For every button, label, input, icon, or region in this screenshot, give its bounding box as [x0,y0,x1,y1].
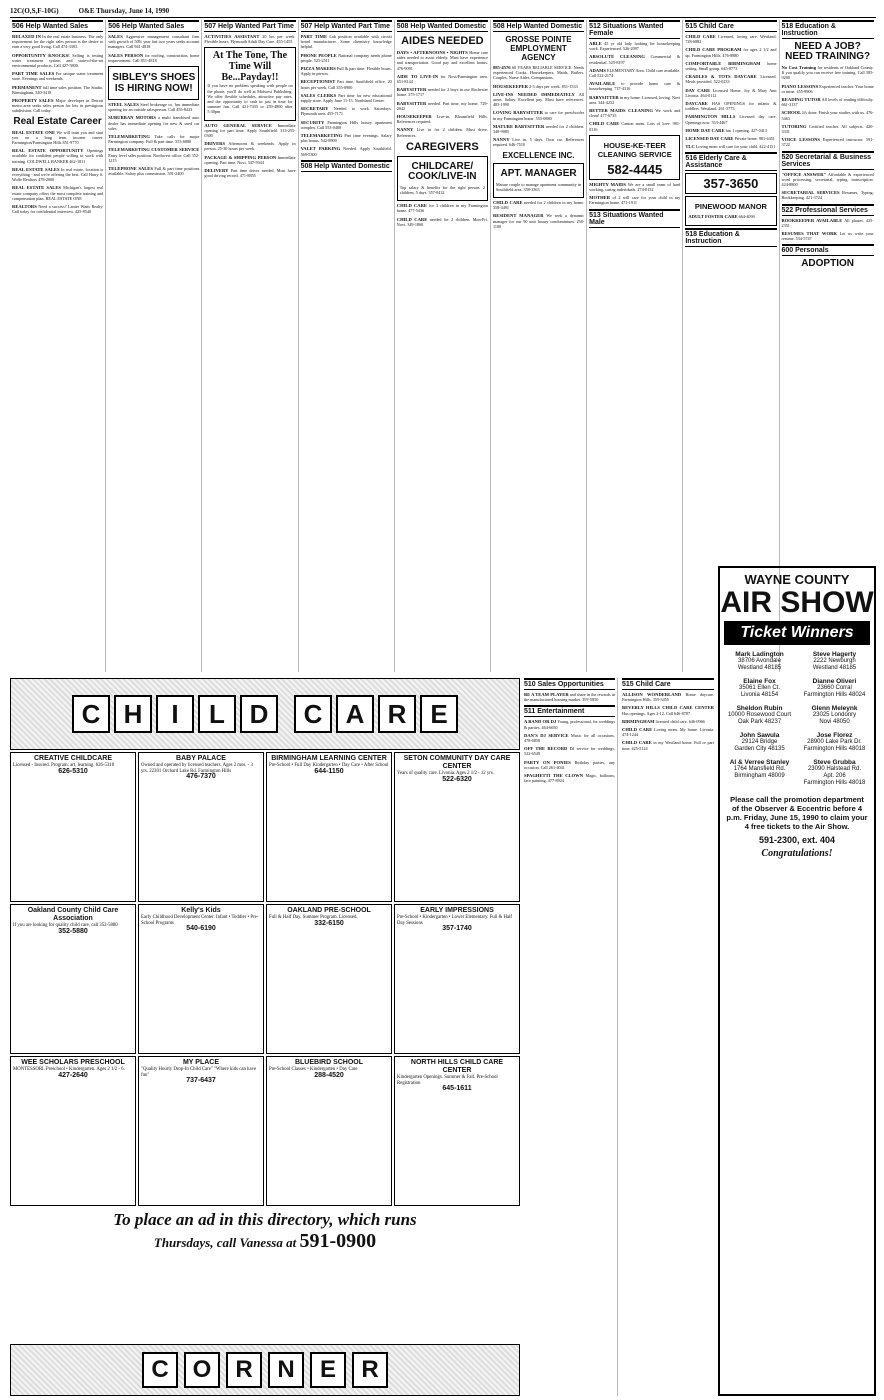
banner-letter: C [72,695,110,733]
classified-ad: HOUSEKEEPER Live-in, Bloomfield Hills. References required. [396,114,488,125]
ad-phone: 626-5310 [58,767,88,775]
newspaper-page [10,4,876,1396]
classified-ad: DAYS • AFTERNOONS • NIGHTS Home care aides needed to assist elderly. Must have experience and transportation. Good pay and excellent bonus. 476-9091 [396,50,488,71]
directory-ad [394,1056,520,1206]
classified-ad: REAL ESTATE SALES Michigan's largest real estate company offers the most complete training and compensation plan. REAL ESTATE ONE [12,185,104,201]
air-show-county: WAYNE COUNTY [744,572,850,587]
ad-body: Pre-School Classes • Kindergarten • Day Care [269,1067,358,1072]
classified-ad: CHILD CARE Loving mom. My home. Livonia. 474-1244 [622,727,714,738]
classified-ad: PERMANENT full time sales position. The Studio, Birmingham, 540-3418 [12,84,104,95]
ad-body: MONTESSORI. Preschool • Kindergarten. Ages 2 1/2 - 6. [13,1067,125,1072]
directory-ad [266,904,392,1054]
child-care-banner [10,678,520,750]
ad-body: Top salary & benefits for the right person. 2 children, 5 days. 357-0432 [399,184,485,196]
winner-entry: Dianne Oliveri 23660 Corral Farmington Hills 48024 [803,678,866,698]
promotion-instructions: Please call the promotion department of the Observer & Eccentric before 4 p.m. Friday, June 15, 1990 to claim your 4 free tickets to the Air Show. [726,795,868,831]
section-header: 510 Sales Opportunities [524,678,615,690]
ad-body: Pre-School • Full Day Kindergarten • Day Care • After School [269,763,389,768]
ad-headline: CAREGIVERS [405,140,479,153]
classified-ad: CHILD CARE PROGRAM for ages 2 1/2 and up. Farmington Hills. 476-8880 [685,47,777,58]
footer-phone: 591-0900 [299,1230,377,1252]
classified-ad: HOUSEKEEPER 2-3 days per week. 851-1533 [492,83,578,89]
classified-ad: MATURE BABYSITTER needed for 2 children. 348-9085 [492,123,585,135]
ad-phone: 540-6190 [186,925,216,933]
publication-date: O&E Thursday, June 14, 1990 [78,6,170,15]
classified-ad: NANNY Live in, 5 days. Own car. References required. 646-7510 [492,137,585,148]
classified-ad: CHILD CARE for 3 children in my Farmington home. 477-5436 [396,203,488,214]
classified-ad: DELIVERY Part time driver needed. Must have good driving record. 471-8855 [204,168,296,179]
banner-letter: E [420,695,458,733]
ad-title: MY PLACE [182,1059,220,1066]
directory-ad [10,904,136,1054]
classified-ad: BIRMINGHAM licensed child care. 646-0966 [622,718,705,724]
classified-ad: RESIDENT MANAGER We seek a dynamic manager for our 90 unit luxury condominium. 258-1100 [492,213,585,229]
winner-entry: Glenn Meleynk 23025 Londonry Novi 48050 [811,705,858,725]
classified-ad: OFF THE RECORD DJ service for weddings. 522-6549 [524,746,615,757]
display-ad [589,135,680,180]
directory-ad [138,904,264,1054]
display-ad [685,196,776,225]
ad-headline: PINEWOOD MANOR [694,202,767,212]
classified-ad: STEEL SALES Steel brokerage co. has immediate opening for an outside salesperson. Call 455-8423 [108,102,200,113]
classified-ad: AVAILABLE to provide home care & housekeeping. 737-4316 [589,81,681,92]
classified-ad: DAN'S DJ SERVICE Music for all occasions. 478-6858 [524,732,615,744]
classified-ad: PHONE PEOPLE National company needs phone people. 525-2511 [300,52,392,63]
classified-ad: PARTY ON PONIES Birthday parties, any occasion. Call 261-4041 [524,759,615,770]
air-show-title: AIR SHOW [720,586,874,619]
classified-ad: NANNY Live in for 2 children. Must drive. References. [396,127,488,138]
column-5 [395,20,491,672]
classified-ad: PIZZA MAKERS Full & part time. Flexible hours. Apply in person. [300,66,392,77]
section-header: 600 Personals [782,244,874,256]
classified-ad: AIDE TO LIVE-IN for Novi/Farmington area. 651-8144 [396,73,488,85]
section-header: 512 Situations Wanted Female [589,20,680,39]
winner-entry: Jose Florez 28900 Lake Park Dr. Farmington Hills 48018 [803,732,866,752]
classified-ad: TLC Loving mom will care for your child. 422-4151 [685,144,776,150]
classified-ad: BABYSITTER needed for 2 boys in our Rochester home. 375-1717 [396,87,488,98]
ad-phone: 357-1740 [442,925,472,933]
column-4 [299,20,395,672]
child-care-corner [10,678,520,1396]
ad-phone: 357-3650 [703,176,759,192]
directory-ad [266,752,392,902]
section-header: 515 Child Care [685,20,776,32]
classified-ad: SCHOOL It's done. Finish your studies with us. 476-5463 [781,110,874,121]
promotion-phone: 591-2300, ext. 404 [758,835,836,845]
child-care-ads-grid [10,752,520,1206]
classified-ad: BOOKKEEPER AVAILABLE All phases. 425-2351 [781,217,874,228]
section-header: 520 Secretarial & Business Services [782,151,874,170]
footer-text: Thursdays, call Vanessa at [153,1235,297,1250]
ad-headline: NEED A JOB? NEED TRAINING? [785,41,871,62]
classified-ad: SECURITY Farmington Hills luxury apartment complex. Call 553-0400 [300,119,392,130]
section-header: 507 Help Wanted Part Time [204,20,295,32]
ad-phone: 332-6150 [314,919,344,927]
section-header: 506 Help Wanted Sales [12,20,103,32]
classified-ad: SUBURBAN MOTORS a multi franchised auto dealer has immediate opening for new & used car sales. [108,115,200,131]
classified-ad: CHILD CARE in my Westland home. Full or part time. 425-5124 [622,740,714,751]
ad-body: Early Childhood Development Center. Infant • Toddler • Pre-School Programs [141,915,259,926]
column-7 [587,20,683,672]
classified-ad: BABYSITTER needed. Part time, my home. 729-2042 [396,100,488,111]
classified-ad: SALES CLERKS Part time for new educational supply store. Apply June 11-15. Northland Center. [300,92,392,104]
classified-ad: FARMINGTON HILLS Licensed day care. Openings now. 553-4467 [685,114,777,125]
display-ad [397,156,488,201]
banner-letter: R [352,1352,388,1388]
display-ad [204,47,295,120]
classified-ad: MOTHER of 2 will care for your child in my Farmington home. 471-1911 [589,195,681,206]
classified-ad: "OFFICE ANSWER" Affordable & experienced word processing, secretarial, typing, transcription. 424-8800 [781,171,874,188]
ad-body: Mature couple to manage apartment community in Southfield area. 358-1363 [495,181,582,192]
winner-entry: Elaine Fox 35061 Ellen Ct. Livonia 48154 [738,678,781,698]
ad-phone: 476-7370 [186,773,216,781]
ad-title: Kelly's Kids [181,907,221,914]
classified-ad: CRADLES & TOTS DAYCARE Licensed. Meals provided. 522-0233 [685,74,777,85]
ticket-winners-banner: Ticket Winners [724,621,870,645]
ad-headline: Real Estate Career [13,115,102,127]
section-header: 515 Child Care [622,678,714,690]
ad-body: Years of quality care. Livonia. Ages 2 1/2 - 12 yrs. [397,771,494,776]
classified-ad: COMFORTABLE BIRMINGHAM home setting. Small group. 645-0773 [685,60,777,72]
classified-ad: 885-4576 60 YEARS RELIABLE SERVICE. Needs experienced Cooks, Housekeepers, Maids, Butlers, Couples, Nurse Aides, Companions. [492,65,585,81]
classified-ad: REAL ESTATE SALES In real estate, location is everything - and we're offering the best. Call Harry S. Wolfe Realtors 478-2000 [12,166,104,183]
classified-ad: REAL ESTATE ONE We will train you and start you on a long term income career. Farmington/Farmington Hills 851-9770 [12,129,104,146]
ad-body: "Quality Hourly Drop-In Child Care" "Where kids can have fun" [141,1067,257,1078]
ad-phone: 352-5880 [58,927,88,935]
banner-letter: A [336,695,374,733]
classified-ad: MIGHTY MAIDS We are a small team of hard working, caring individuals. 274-0152 [589,181,681,193]
classified-ad: BABYSITTER in my home. Licensed, loving. Novi area. 344-4252 [589,94,681,105]
classified-ad: BEVERLY HILLS CHILD CARE CENTER Has openings. Ages 2-12. Call 646-8787 [622,705,714,716]
ad-headline: EXCELLENCE INC. [502,150,575,160]
winner-entry: Sheldon Rubin 10000 Rosewood Court Oak Park 48237 [727,705,792,725]
ad-phone: 288-4520 [314,1071,344,1079]
ad-headline: HOUSE-KE-TEER CLEANING SERVICE [597,140,672,159]
column-1 [10,20,106,672]
lower-column-child-care [620,678,716,1396]
classified-ad: REALTORS Need a success? Lanier Watts Realty. Call today for confidential interview. 425-8540 [12,204,104,215]
corner-banner [10,1344,520,1396]
banner-letter: N [268,1352,304,1388]
classified-ad: BE A TEAM PLAYER and share in the rewards in the manufactured housing market. 397-5850 [524,692,616,703]
classified-ad: CHILD CARE needed for 2 children in my home. 358-4491 [492,200,585,211]
ad-title: BLUEBIRD SCHOOL [294,1059,364,1066]
ad-headline: AIDES NEEDED [401,35,484,47]
directory-ad [10,752,136,902]
ad-title: Oakland County Child Care Association [27,907,119,922]
winner-entry: Al & Verree Stanley 1764 Mansfield Rd. Birmingham 48009 [729,759,790,779]
classified-ad: LOVING BABYSITTER to care for preschooler in my Farmington home. 553-0880 [492,110,585,121]
directory-ad [394,752,520,902]
display-ad [493,163,584,198]
classified-ad: SECRETARY Needed to work Saturdays. Plymouth area. 455-7171 [300,106,392,117]
classified-ad: DRIVERS Afternoons & weekends. Apply in person. 25-30 hours per week. [204,141,296,152]
classified-ad: OPPORTUNITY KNOCKS! Selling is testing water treatment system and state-of-the-art environmental products. Call 427-5800. [12,52,104,69]
classified-ad: SALES PERSON for roofing, construction, home improvement. Call 851-4818 [108,52,200,63]
ad-title: BIRMINGHAM LEARNING CENTER [271,755,387,762]
lower-column-sales-entertainment [522,678,618,1396]
ad-body: If you are looking for quality child care, call 352-5880 [13,923,118,928]
ad-body: ADULT FOSTER CARE 664-4090 [688,214,755,220]
classified-ad: A BAND OR DJ Young, professional, for weddings & parties. 464-6650 [524,719,615,730]
banner-letter: C [294,695,332,733]
display-ad [685,173,776,194]
banner-letter: H [114,695,152,733]
ad-title: CREATIVE CHILDCARE [33,755,113,762]
ad-phone: 427-2640 [58,1071,88,1079]
ad-body: Licensed - Insured. Program: art, learning. 626-5310 [13,763,115,768]
banner-letter: L [198,695,236,733]
section-header: 518 Education & Instruction [685,228,776,247]
section-header: 522 Professional Services [782,204,874,216]
banner-letter: D [240,695,278,733]
classified-ad: SPAGHETTI THE CLOWN Magic, balloons, face painting. 477-8924 [524,773,616,784]
classified-ad: LICENSED DAY CARE Private home. 981-4451 [685,136,775,142]
ad-body: Kindergarten Openings. Summer & Fall. Pre-School Registration [397,1075,498,1086]
ad-headline: SIBLEY'S SHOES IS HIRING NOW! [112,72,196,95]
ad-body: Owned and operated by licensed teachers. Ages 2 mos. - 3 yrs. 22301 Orchard Lake Rd. Farmington Hills [141,763,253,774]
ad-headline: APT. MANAGER [500,167,577,179]
classified-ad: DAY CARE Licensed Home. Joy & Mary Ann Livonia. 464-0112 [685,87,777,98]
winner-entry: John Sawula 29124 Bridge Garden City 48135 [734,732,785,752]
winner-entry: Steve Hagerty 2222 Newburgh Westland 48185 [812,651,857,671]
banner-letter: E [310,1352,346,1388]
classified-ad: VOICE LESSONS Experienced instructor. 591-3722 [781,137,874,148]
banner-letter: O [184,1352,220,1388]
classified-ad: TELEMARKETING CUSTOMER SERVICE Entry level sales position. Northwest office. Call 352-1215 [108,147,200,163]
winners-list [720,647,874,791]
classified-ad: ADAMS ELEMENTARY Area. Child care available. Call 522-2174 [589,67,681,79]
section-header: 508 Help Wanted Domestic [493,20,584,32]
section-header: 513 Situations Wanted Male [589,209,680,228]
classified-ad: LIVE-INS NEEDED IMMEDIATELY All areas. Salary. Excellent pay. Must have references. 483-1990 [492,91,585,108]
ad-title: SETON COMMUNITY DAY CARE CENTER [403,755,511,770]
banner-letter: C [142,1352,178,1388]
ad-title: OAKLAND PRE-SCHOOL [287,907,371,914]
classified-ad: ACTIVITIES ASSISTANT 20 hrs per week. Flexible hours. Plymouth Adult Day Care. 455-1455 [204,34,296,45]
ad-title: NORTH HILLS CHILD CARE CENTER [410,1059,504,1074]
classified-ad: PART TIME Lab position available with circuit board manufacturer. Some chemistry knowledge helpful. [300,34,392,50]
banner-letter: I [156,695,194,733]
air-show-ticket-winners [718,566,876,1396]
ad-phone: 522-6320 [442,775,472,783]
directory-ad [266,1056,392,1206]
classified-ad: TELEPHONE SALES Full & part time positions available. Salary plus commission. 591-2400 [108,166,200,177]
ad-title: EARLY IMPRESSIONS [420,907,494,914]
ad-headline: ADOPTION [801,258,854,270]
directory-ad [394,904,520,1054]
classified-ad: TUTORING Certified teacher. All subjects. 420-3331 [781,123,874,135]
section-header: 507 Help Wanted Part Time [301,20,392,32]
classified-ad: DAYCARE HAS OPENINGS for infants & toddlers. Westland. 261-5775 [685,101,777,112]
classified-ad: CHILD CARE Licensed, loving care. Westland. 728-6882 [685,34,777,45]
classified-ad: VALET PARKING Needed. Apply Southfield. 569-5300 [300,146,392,157]
classified-ad: TELEMARKETING Part time evenings. Salary plus bonus. 542-8900 [300,133,392,144]
directory-ad [10,1056,136,1206]
banner-letter: R [226,1352,262,1388]
column-6 [491,20,587,672]
ad-body: Pre-School • Kindergarten • Lower Elementary. Full & Half Day Sessions [397,915,512,926]
classified-ad: REAL ESTATE OPPORTUNITY Openings available for confident people willing to work with training. COLDWELL BANKER 462-1811 [12,148,104,164]
directory-ad [138,752,264,902]
masthead [10,4,876,18]
congratulations-text: Congratulations! [761,848,833,859]
winner-entry: Steve Grubba 23090 Halstead Rd. Apt. 206 Farmington Hills 48018 [803,759,866,786]
classified-ad: ALLISON WONDERLAND Home daycare. Farmington Hills. 355-3455 [622,692,714,703]
section-header: 508 Help Wanted Domestic [301,160,392,172]
classified-ad: RELAXED IN In the real estate business. The only requirement for the right sales person is the desire to earn a very good living. Call 474-3303. [12,34,104,50]
classified-ad: TELEMARKETING Take calls for major Farmington company. Full & part time. 553-6888 [108,134,200,145]
display-ad [108,66,199,100]
classified-ad: BETTER MAIDS CLEANING We work and clean! 477-6735 [589,108,681,119]
ad-headline: CHILDCARE/ COOK/LIVE-IN [408,160,477,182]
classified-ad: ABSOLUTE CLEANING Commercial & residential. 525-8197 [589,54,681,65]
ad-headline: At The Tone, The Time Will Be...Payday!! [212,50,288,84]
ad-headline: GROSSE POINTE EMPLOYMENT AGENCY [505,35,572,62]
ad-phone: 737-6437 [186,1077,216,1085]
directory-footer-line1: To place an ad in this directory, which runs [113,1210,417,1229]
ad-phone: 645-1611 [442,1085,472,1093]
classified-ad: No Cost Training for residents of Oakland County. If you qualify you can receive free training. Call 585-9200 [781,65,874,81]
classified-ad: SECRETARIAL SERVICES Resumes, Typing, Bookkeeping. 421-3724 [781,190,874,201]
directory-ad [138,1056,264,1206]
column-3 [202,20,298,672]
winner-entry: Mark Ladington 38706 Avondale Westland 48185 [735,651,784,671]
classified-ad: PIANO LESSONS Experienced teacher. Your home or mine. 455-8906 [781,83,874,94]
classified-ad: AUTO GENERAL SERVICE Immediate opening for part time. Apply Southfield. 313-255-0300 [204,122,296,139]
directory-footer-line2 [10,1230,520,1253]
classified-ad: CHILD CARE Canton mom. Lots of love. 981-0316 [589,121,681,132]
ad-title: BABY PALACE [176,755,226,762]
ad-body: If you have no problem speaking with people on the phone, you'll do well at Midwest Publishing. We offer flexible schedules, attractive pay rates, and the opportunity to cash in just in time for summer fun. Call 421-7435 or 259-4800 after 5:30pm [207,83,293,115]
column-2 [106,20,202,672]
classified-ad: PACKAGE & SHIPPING PERSON Immediate opening. Part time. Novi. 347-5944 [204,154,296,165]
ad-phone: 582-4445 [607,161,663,177]
ad-phone: 644-1150 [314,767,344,775]
classified-ad: RESUMES THAT WORK Let us write your resume. 534-5747 [781,231,874,242]
classified-ad: SALES Aggressive management consultant firm with growth of 50% year last two years seeks account managers. Call 941-4818 [108,34,200,50]
classified-ad: ABLE 45 yr old lady looking for housekeeping work. Experienced. 526-2097 [589,41,681,52]
ad-body: Full & Half Day. Summer Program. Licensed. [269,915,358,920]
classified-ad: PROPERTY SALES Major developer in Detroit metro area seeks sales person for lots in prestigious subdivision. Call today. [12,98,104,114]
classified-ad: PART TIME SALES For unique water treatment store. Evenings and weekends. [12,71,104,82]
section-header: 516 Elderly Care & Assistance [685,152,776,171]
section-header: 518 Education & Instruction [782,20,874,39]
banner-letter: R [378,695,416,733]
classified-ad: READING TUTOR All levels of reading difficulty. 661-3137 [781,97,874,108]
ad-title: WEE SCHOLARS PRESCHOOL [21,1059,125,1066]
page-number: 12C(O,S,F-10G) [10,6,59,15]
classified-ad: RECEPTIONIST Part time, Southfield office. 20 hours per week. Call 355-0900 [300,79,392,90]
section-header: 506 Help Wanted Sales [108,20,199,32]
section-header: 508 Help Wanted Domestic [397,20,488,32]
classified-ad: CHILD CARE needed for 2 children. Mon-Fri. Novi. 349-1860 [396,216,488,227]
section-header: 511 Entertainment [524,705,615,717]
classified-ad: HOME DAY CARE has 1 opening. 427-0413 [685,127,767,133]
